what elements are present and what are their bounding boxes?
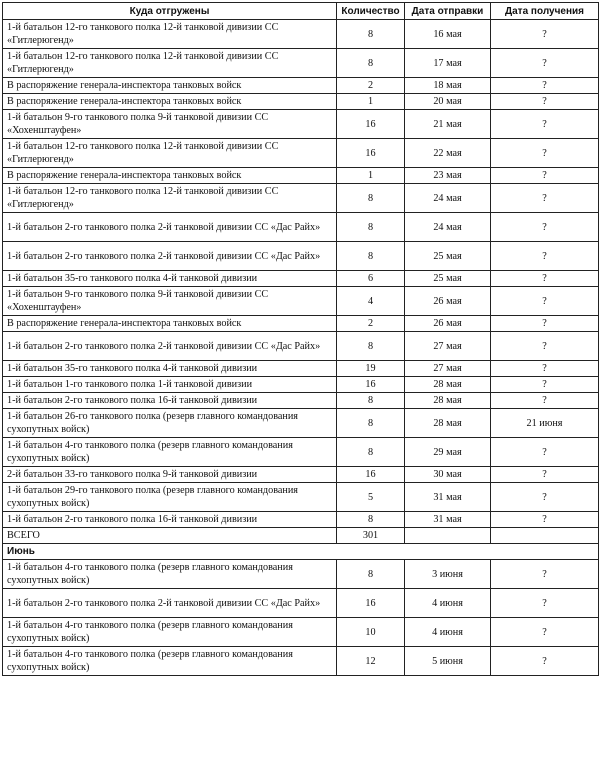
quantity-cell: 8 (337, 184, 405, 213)
table-row (3, 287, 599, 316)
quantity-cell: 8 (337, 332, 405, 361)
date-received-cell: ? (491, 393, 599, 409)
destination-cell: В распоряжение генерала-инспектора танковых войск (3, 94, 337, 110)
date-received-cell: ? (491, 377, 599, 393)
total-row (3, 528, 599, 544)
date-received-cell: 21 июня (491, 409, 599, 438)
june-rows (3, 560, 599, 676)
quantity-cell: 4 (337, 287, 405, 316)
destination-cell: В распоряжение генерала-инспектора танковых войск (3, 316, 337, 332)
quantity-cell: 16 (337, 467, 405, 483)
table-row (3, 483, 599, 512)
destination-cell: 1-й батальон 12-го танкового полка 12-й танковой дивизии СС «Гитлерюгенд» (3, 139, 337, 168)
date-sent-cell: 31 мая (405, 512, 491, 528)
quantity-cell: 8 (337, 242, 405, 271)
quantity-cell: 8 (337, 512, 405, 528)
destination-cell: 1-й батальон 35-го танкового полка 4-й танковой дивизии (3, 271, 337, 287)
table-row (3, 512, 599, 528)
quantity-cell: 6 (337, 271, 405, 287)
table-row (3, 618, 599, 647)
table-row (3, 49, 599, 78)
total-quantity: 301 (337, 528, 405, 544)
date-received-cell: ? (491, 512, 599, 528)
table-row (3, 242, 599, 271)
table-row (3, 438, 599, 467)
quantity-cell: 12 (337, 647, 405, 676)
date-received-cell: ? (491, 287, 599, 316)
quantity-cell: 8 (337, 560, 405, 589)
date-received-cell: ? (491, 467, 599, 483)
quantity-cell: 1 (337, 168, 405, 184)
date-sent-cell: 4 июня (405, 589, 491, 618)
date-received-cell: ? (491, 20, 599, 49)
date-sent-cell: 28 мая (405, 377, 491, 393)
header-quantity: Количество (337, 3, 405, 20)
date-received-cell: ? (491, 438, 599, 467)
date-received-cell: ? (491, 316, 599, 332)
section-label: Июнь (3, 544, 599, 560)
destination-cell: 1-й батальон 2-го танкового полка 16-й танковой дивизии (3, 512, 337, 528)
header-destination: Куда отгружены (3, 3, 337, 20)
destination-cell: В распоряжение генерала-инспектора танковых войск (3, 168, 337, 184)
quantity-cell: 16 (337, 139, 405, 168)
section-row (3, 544, 599, 560)
date-received-cell: ? (491, 213, 599, 242)
date-sent-cell: 23 мая (405, 168, 491, 184)
date-received-cell: ? (491, 271, 599, 287)
date-sent-cell: 18 мая (405, 78, 491, 94)
table-row (3, 361, 599, 377)
date-sent-cell: 27 мая (405, 332, 491, 361)
destination-cell: 1-й батальон 12-го танкового полка 12-й танковой дивизии СС «Гитлерюгенд» (3, 20, 337, 49)
date-received-cell: ? (491, 647, 599, 676)
quantity-cell: 8 (337, 49, 405, 78)
table-row (3, 78, 599, 94)
date-received-cell: ? (491, 94, 599, 110)
table-row (3, 316, 599, 332)
table-row (3, 20, 599, 49)
date-received-cell: ? (491, 361, 599, 377)
destination-cell: 1-й батальон 26-го танкового полка (резерв главного командования сухопутных войск) (3, 409, 337, 438)
date-received-cell: ? (491, 332, 599, 361)
date-sent-cell: 31 мая (405, 483, 491, 512)
date-received-cell: ? (491, 139, 599, 168)
date-sent-cell: 24 мая (405, 213, 491, 242)
destination-cell: 1-й батальон 2-го танкового полка 2-й танковой дивизии СС «Дас Райх» (3, 332, 337, 361)
quantity-cell: 16 (337, 110, 405, 139)
date-sent-cell: 25 мая (405, 271, 491, 287)
quantity-cell: 5 (337, 483, 405, 512)
shipment-table (2, 2, 599, 676)
date-received-cell: ? (491, 589, 599, 618)
table-row (3, 271, 599, 287)
date-sent-cell: 16 мая (405, 20, 491, 49)
date-sent-cell: 27 мая (405, 361, 491, 377)
destination-cell: 1-й батальон 4-го танкового полка (резерв главного командования сухопутных войск) (3, 560, 337, 589)
quantity-cell: 1 (337, 94, 405, 110)
table-row (3, 393, 599, 409)
destination-cell: 1-й батальон 29-го танкового полка (резерв главного командования сухопутных войск) (3, 483, 337, 512)
total-empty-cell (491, 528, 599, 544)
date-received-cell: ? (491, 618, 599, 647)
quantity-cell: 16 (337, 377, 405, 393)
table-row (3, 332, 599, 361)
destination-cell: 1-й батальон 2-го танкового полка 2-й танковой дивизии СС «Дас Райх» (3, 589, 337, 618)
quantity-cell: 10 (337, 618, 405, 647)
destination-cell: 1-й батальон 9-го танкового полка 9-й танковой дивизии СС «Хохенштауфен» (3, 110, 337, 139)
destination-cell: 1-й батальон 1-го танкового полка 1-й танковой дивизии (3, 377, 337, 393)
destination-cell: 1-й батальон 4-го танкового полка (резерв главного командования сухопутных войск) (3, 647, 337, 676)
destination-cell: 1-й батальон 9-го танкового полка 9-й танковой дивизии СС «Хохенштауфен» (3, 287, 337, 316)
date-sent-cell: 21 мая (405, 110, 491, 139)
table-row (3, 184, 599, 213)
table-row (3, 560, 599, 589)
date-sent-cell: 28 мая (405, 409, 491, 438)
destination-cell: 1-й батальон 12-го танкового полка 12-й танковой дивизии СС «Гитлерюгенд» (3, 184, 337, 213)
destination-cell: 1-й батальон 2-го танкового полка 16-й танковой дивизии (3, 393, 337, 409)
quantity-cell: 16 (337, 589, 405, 618)
table-header-row (3, 3, 599, 20)
date-sent-cell: 22 мая (405, 139, 491, 168)
date-sent-cell: 30 мая (405, 467, 491, 483)
total-section (3, 528, 599, 560)
table-row (3, 409, 599, 438)
quantity-cell: 8 (337, 393, 405, 409)
date-received-cell: ? (491, 168, 599, 184)
date-received-cell: ? (491, 78, 599, 94)
date-sent-cell: 24 мая (405, 184, 491, 213)
total-label: ВСЕГО (3, 528, 337, 544)
destination-cell: 1-й батальон 2-го танкового полка 2-й танковой дивизии СС «Дас Райх» (3, 242, 337, 271)
date-received-cell: ? (491, 242, 599, 271)
date-sent-cell: 17 мая (405, 49, 491, 78)
date-sent-cell: 25 мая (405, 242, 491, 271)
header-date-received: Дата получения (491, 3, 599, 20)
quantity-cell: 8 (337, 438, 405, 467)
table-row (3, 168, 599, 184)
date-sent-cell: 20 мая (405, 94, 491, 110)
destination-cell: 1-й батальон 4-го танкового полка (резерв главного командования сухопутных войск) (3, 618, 337, 647)
table-row (3, 589, 599, 618)
date-sent-cell: 4 июня (405, 618, 491, 647)
date-sent-cell: 26 мая (405, 316, 491, 332)
table-row (3, 94, 599, 110)
date-sent-cell: 3 июня (405, 560, 491, 589)
destination-cell: В распоряжение генерала-инспектора танковых войск (3, 78, 337, 94)
header-date-sent: Дата отправки (405, 3, 491, 20)
destination-cell: 1-й батальон 2-го танкового полка 2-й танковой дивизии СС «Дас Райх» (3, 213, 337, 242)
date-sent-cell: 29 мая (405, 438, 491, 467)
date-received-cell: ? (491, 110, 599, 139)
may-rows (3, 20, 599, 528)
quantity-cell: 8 (337, 20, 405, 49)
destination-cell: 1-й батальон 35-го танкового полка 4-й танковой дивизии (3, 361, 337, 377)
destination-cell: 1-й батальон 4-го танкового полка (резерв главного командования сухопутных войск) (3, 438, 337, 467)
quantity-cell: 2 (337, 316, 405, 332)
date-received-cell: ? (491, 49, 599, 78)
destination-cell: 2-й батальон 33-го танкового полка 9-й танковой дивизии (3, 467, 337, 483)
table-row (3, 467, 599, 483)
table-row (3, 139, 599, 168)
quantity-cell: 19 (337, 361, 405, 377)
table-row (3, 110, 599, 139)
date-sent-cell: 26 мая (405, 287, 491, 316)
destination-cell: 1-й батальон 12-го танкового полка 12-й танковой дивизии СС «Гитлерюгенд» (3, 49, 337, 78)
date-sent-cell: 28 мая (405, 393, 491, 409)
table-row (3, 647, 599, 676)
date-sent-cell: 5 июня (405, 647, 491, 676)
date-received-cell: ? (491, 560, 599, 589)
quantity-cell: 8 (337, 409, 405, 438)
quantity-cell: 2 (337, 78, 405, 94)
total-empty-cell (405, 528, 491, 544)
table-row (3, 213, 599, 242)
quantity-cell: 8 (337, 213, 405, 242)
table-row (3, 377, 599, 393)
date-received-cell: ? (491, 483, 599, 512)
date-received-cell: ? (491, 184, 599, 213)
